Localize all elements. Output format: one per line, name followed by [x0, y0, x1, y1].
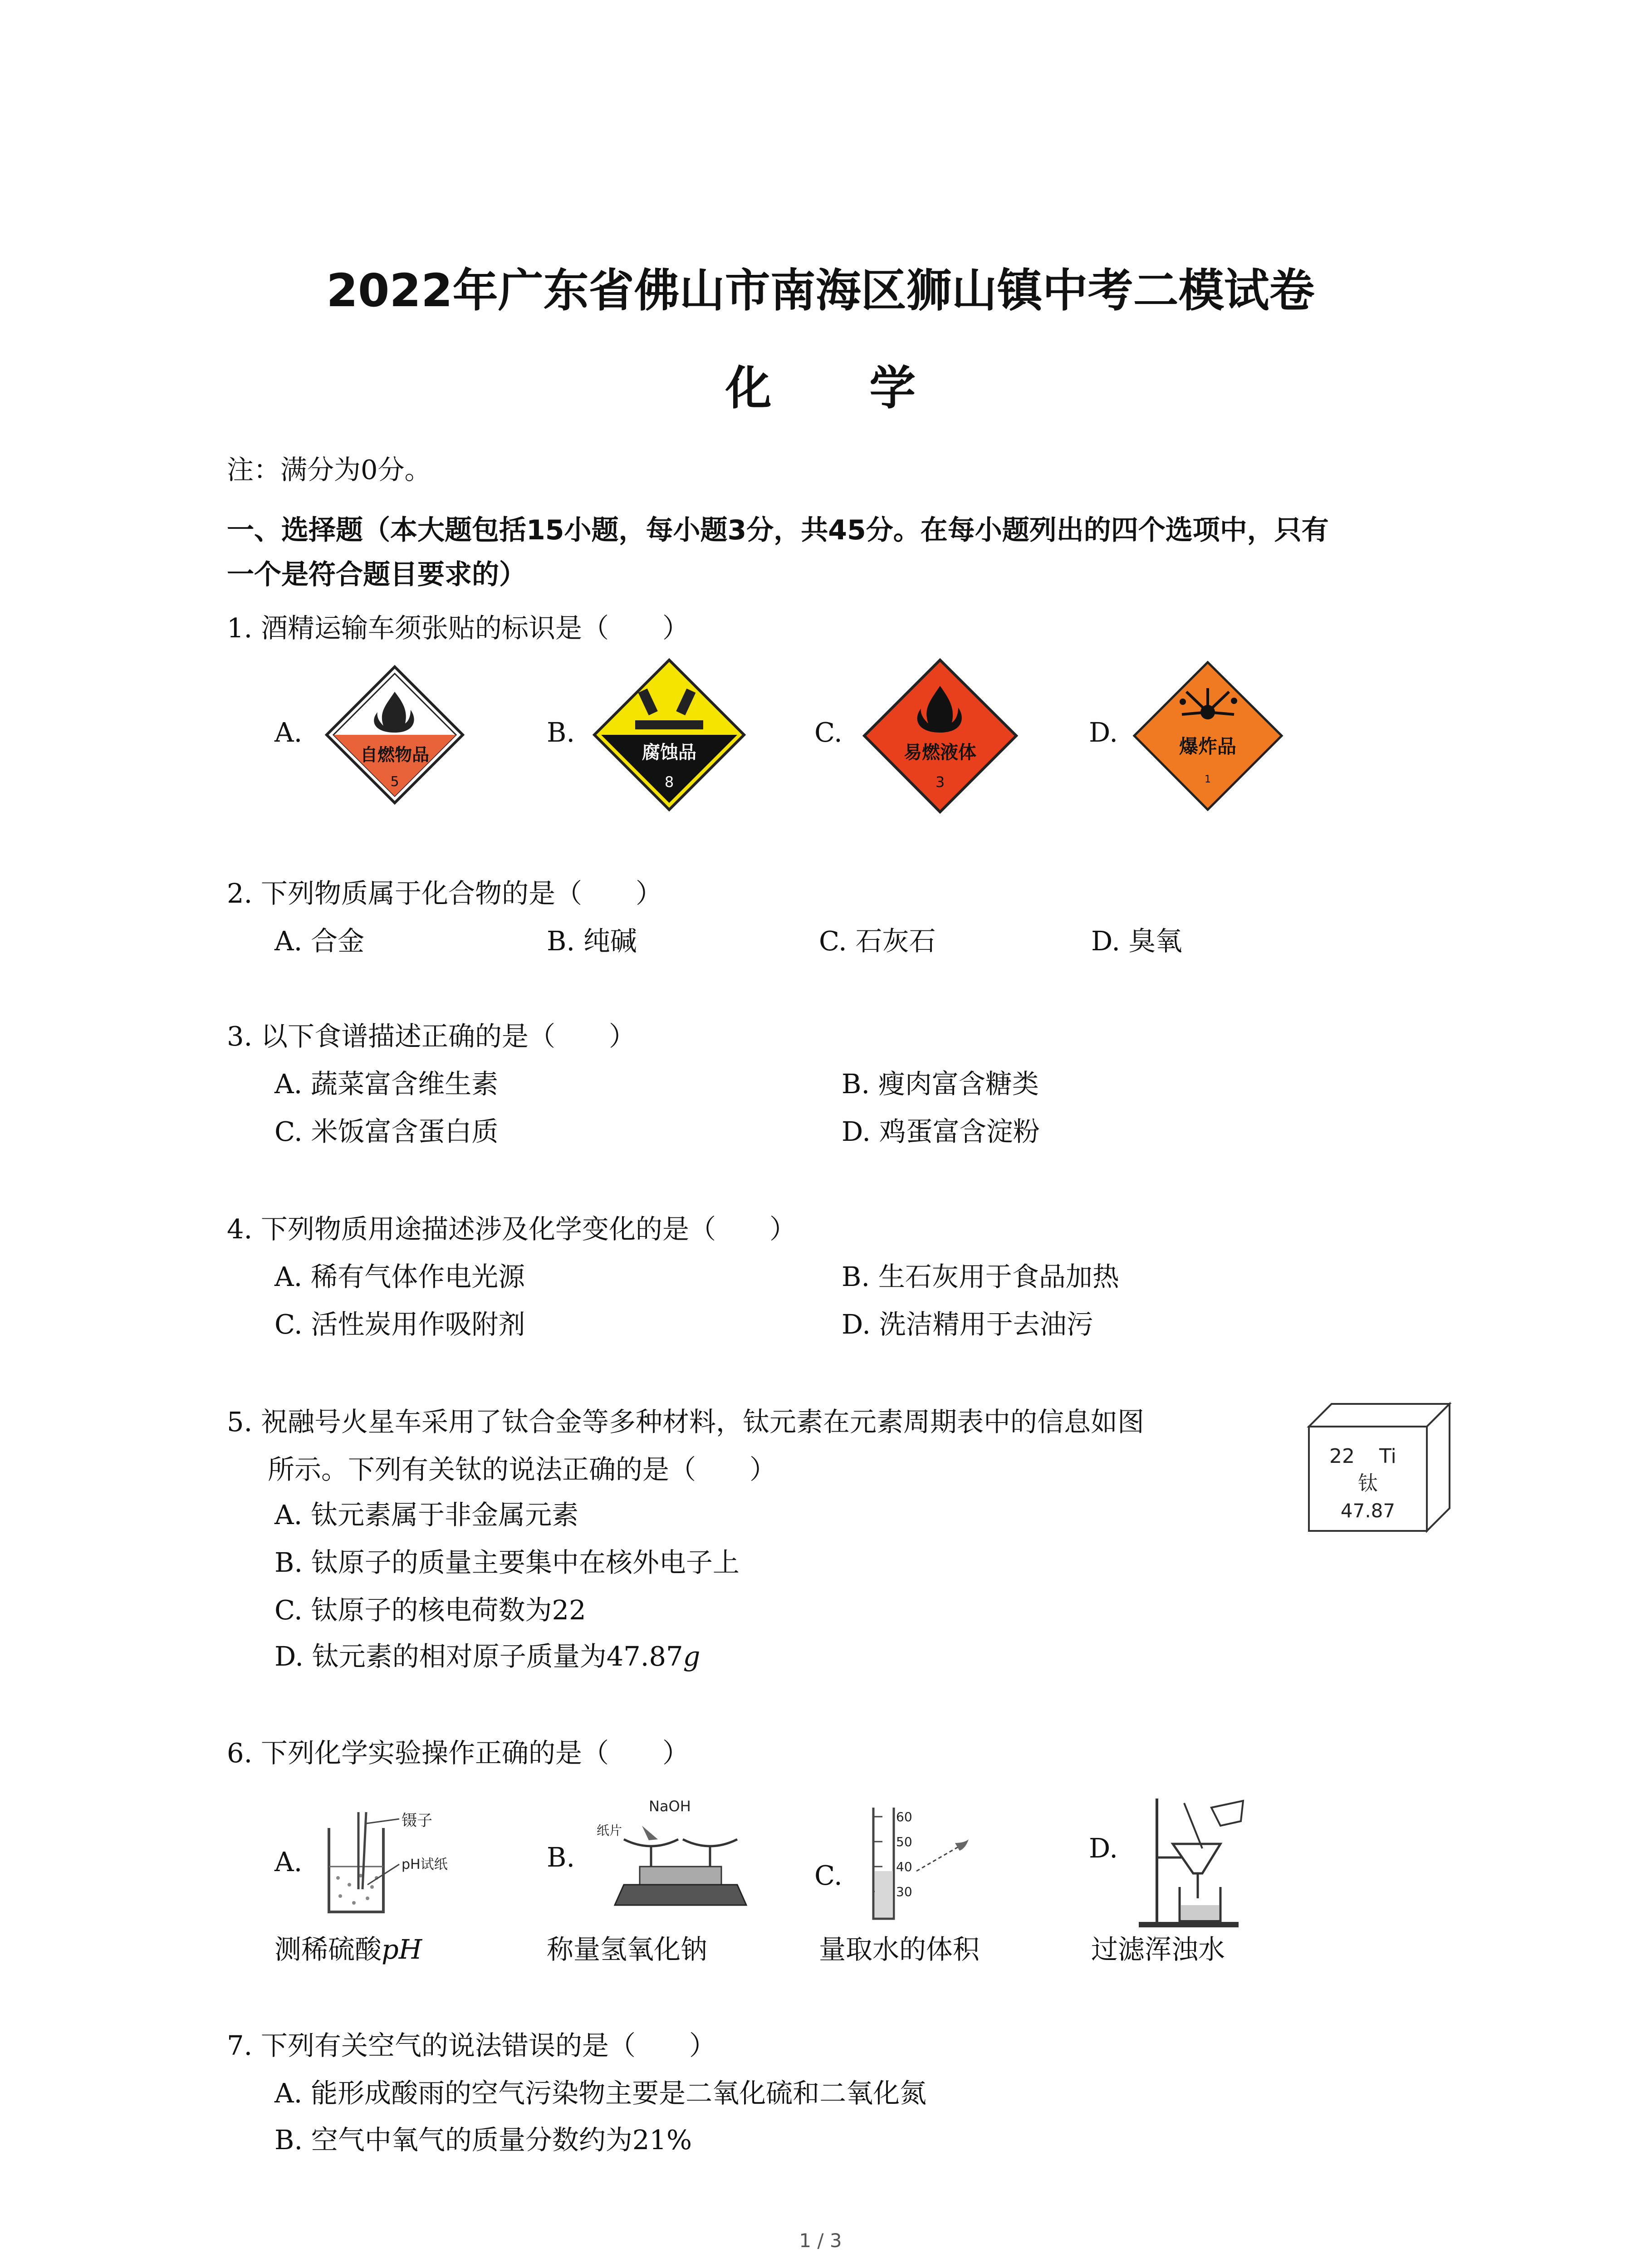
sign-d-text: 爆炸品 [1179, 735, 1237, 758]
subject-title: 化 学 [725, 362, 957, 415]
corrosive-sign [592, 658, 746, 812]
q1-label-b: B. [547, 717, 575, 748]
sign-b-text: 腐蚀品 [642, 742, 696, 763]
q6-caption-d: 过滤浑浊水 [1091, 1934, 1225, 1965]
q3-stem: 3. 以下食谱描述正确的是（ ） [227, 1021, 636, 1052]
filtration-figure [1130, 1794, 1248, 1930]
q6-label-b: B. [547, 1842, 575, 1873]
element-number: 22 [1329, 1445, 1355, 1468]
q4-stem: 4. 下列物质用途描述涉及化学变化的是（ ） [227, 1213, 797, 1245]
q6-label-d: D. [1089, 1833, 1118, 1864]
q5-option-d [274, 1638, 700, 1675]
q1-label-a: A. [274, 717, 303, 748]
q5-option-a: A. 钛元素属于非金属元素 [274, 1499, 579, 1530]
q6-stem: 6. 下列化学实验操作正确的是（ ） [227, 1737, 690, 1769]
q5-option-d-unit: g [683, 1641, 700, 1672]
q3-option-b: B. 瘦肉富含糖类 [842, 1068, 1039, 1100]
q4-option-a: A. 稀有气体作电光源 [274, 1261, 525, 1292]
paper-label: 纸片 [597, 1823, 622, 1838]
q3-option-c: C. 米饭富含蛋白质 [274, 1116, 499, 1147]
element-symbol: Ti [1379, 1445, 1396, 1468]
cylinder-tick-60: 60 [896, 1809, 912, 1824]
q1-label-c: C. [814, 717, 843, 748]
q2-option-c: C. 石灰石 [819, 925, 936, 957]
q1-label-d: D. [1089, 717, 1118, 748]
q5-option-d-text: D. 钛元素的相对原子质量为47.87 [274, 1641, 683, 1672]
eye-icon [955, 1839, 969, 1851]
score-note: 注：满分为0分。 [227, 454, 431, 485]
sign-c-text: 易燃液体 [904, 742, 976, 763]
q5-option-b: B. 钛原子的质量主要集中在核外电子上 [274, 1547, 740, 1578]
q6-caption-b: 称量氢氧化钠 [547, 1934, 708, 1965]
q2-option-d: D. 臭氧 [1091, 925, 1182, 957]
q3-option-a: A. 蔬菜富含维生素 [274, 1068, 499, 1100]
q4-option-d: D. 洗洁精用于去油污 [842, 1309, 1093, 1340]
q2-option-a: A. 合金 [274, 925, 365, 957]
spontaneous-combustion-sign [324, 665, 465, 805]
q6-caption-c: 量取水的体积 [819, 1934, 980, 1965]
q5-stem-line1: 5. 祝融号火星车采用了钛合金等多种材料，钛元素在元素周期表中的信息如图 [227, 1406, 1145, 1437]
explosive-sign [1132, 660, 1284, 812]
tweezers-label: 镊子 [402, 1812, 432, 1830]
q1-stem: 1. 酒精运输车须张贴的标识是（ ） [227, 612, 690, 644]
sign-c-num: 3 [935, 773, 945, 791]
q4-option-b: B. 生石灰用于食品加热 [842, 1261, 1119, 1292]
q3-option-d: D. 鸡蛋富含淀粉 [842, 1116, 1040, 1147]
titanium-element-box [1307, 1402, 1452, 1533]
q6-caption-a [274, 1931, 422, 1968]
sign-a-text: 自燃物品 [360, 745, 430, 765]
q7-option-b: B. 空气中氧气的质量分数约为21% [274, 2124, 692, 2156]
cylinder-tick-40: 40 [896, 1859, 912, 1874]
page-number: 1 / 3 [799, 2229, 842, 2252]
naoh-label: NaOH [649, 1798, 691, 1815]
q6-caption-a-unit: pH [382, 1934, 422, 1965]
sign-a-num: 5 [390, 774, 399, 790]
section-heading-line2: 一个是符合题目要求的） [227, 559, 526, 591]
ph-paper-label: pH试纸 [402, 1857, 448, 1872]
sign-b-num: 8 [664, 773, 674, 791]
q5-option-c: C. 钛原子的核电荷数为22 [274, 1594, 586, 1626]
q6-label-c: C. [814, 1860, 843, 1891]
q2-stem: 2. 下列物质属于化合物的是（ ） [227, 878, 663, 909]
q6-caption-a-text: 测稀硫酸 [274, 1934, 382, 1965]
sign-d-num: 1 [1205, 774, 1211, 785]
cylinder-tick-30: 30 [896, 1884, 912, 1899]
flammable-liquid-sign [862, 658, 1019, 814]
q4-option-c: C. 活性炭用作吸附剂 [274, 1309, 525, 1340]
q5-stem-line2: 所示。下列有关钛的说法正确的是（ ） [268, 1454, 777, 1485]
ph-test-figure [315, 1810, 460, 1919]
section-heading-line1: 一、选择题（本大题包括15小题，每小题3分，共45分。在每小题列出的四个选项中，只有 [227, 514, 1329, 546]
graduated-cylinder-figure [862, 1803, 980, 1923]
element-mass: 47.87 [1340, 1500, 1396, 1522]
element-name: 钛 [1358, 1472, 1378, 1495]
q6-label-a: A. [274, 1846, 303, 1877]
balance-figure [597, 1794, 760, 1912]
exam-title: 2022年广东省佛山市南海区狮山镇中考二模试卷 [326, 264, 1315, 317]
cylinder-tick-50: 50 [896, 1834, 912, 1849]
q7-stem: 7. 下列有关空气的说法错误的是（ ） [227, 2030, 716, 2061]
q2-option-b: B. 纯碱 [547, 925, 637, 957]
q7-option-a: A. 能形成酸雨的空气污染物主要是二氧化硫和二氧化氮 [274, 2077, 927, 2109]
